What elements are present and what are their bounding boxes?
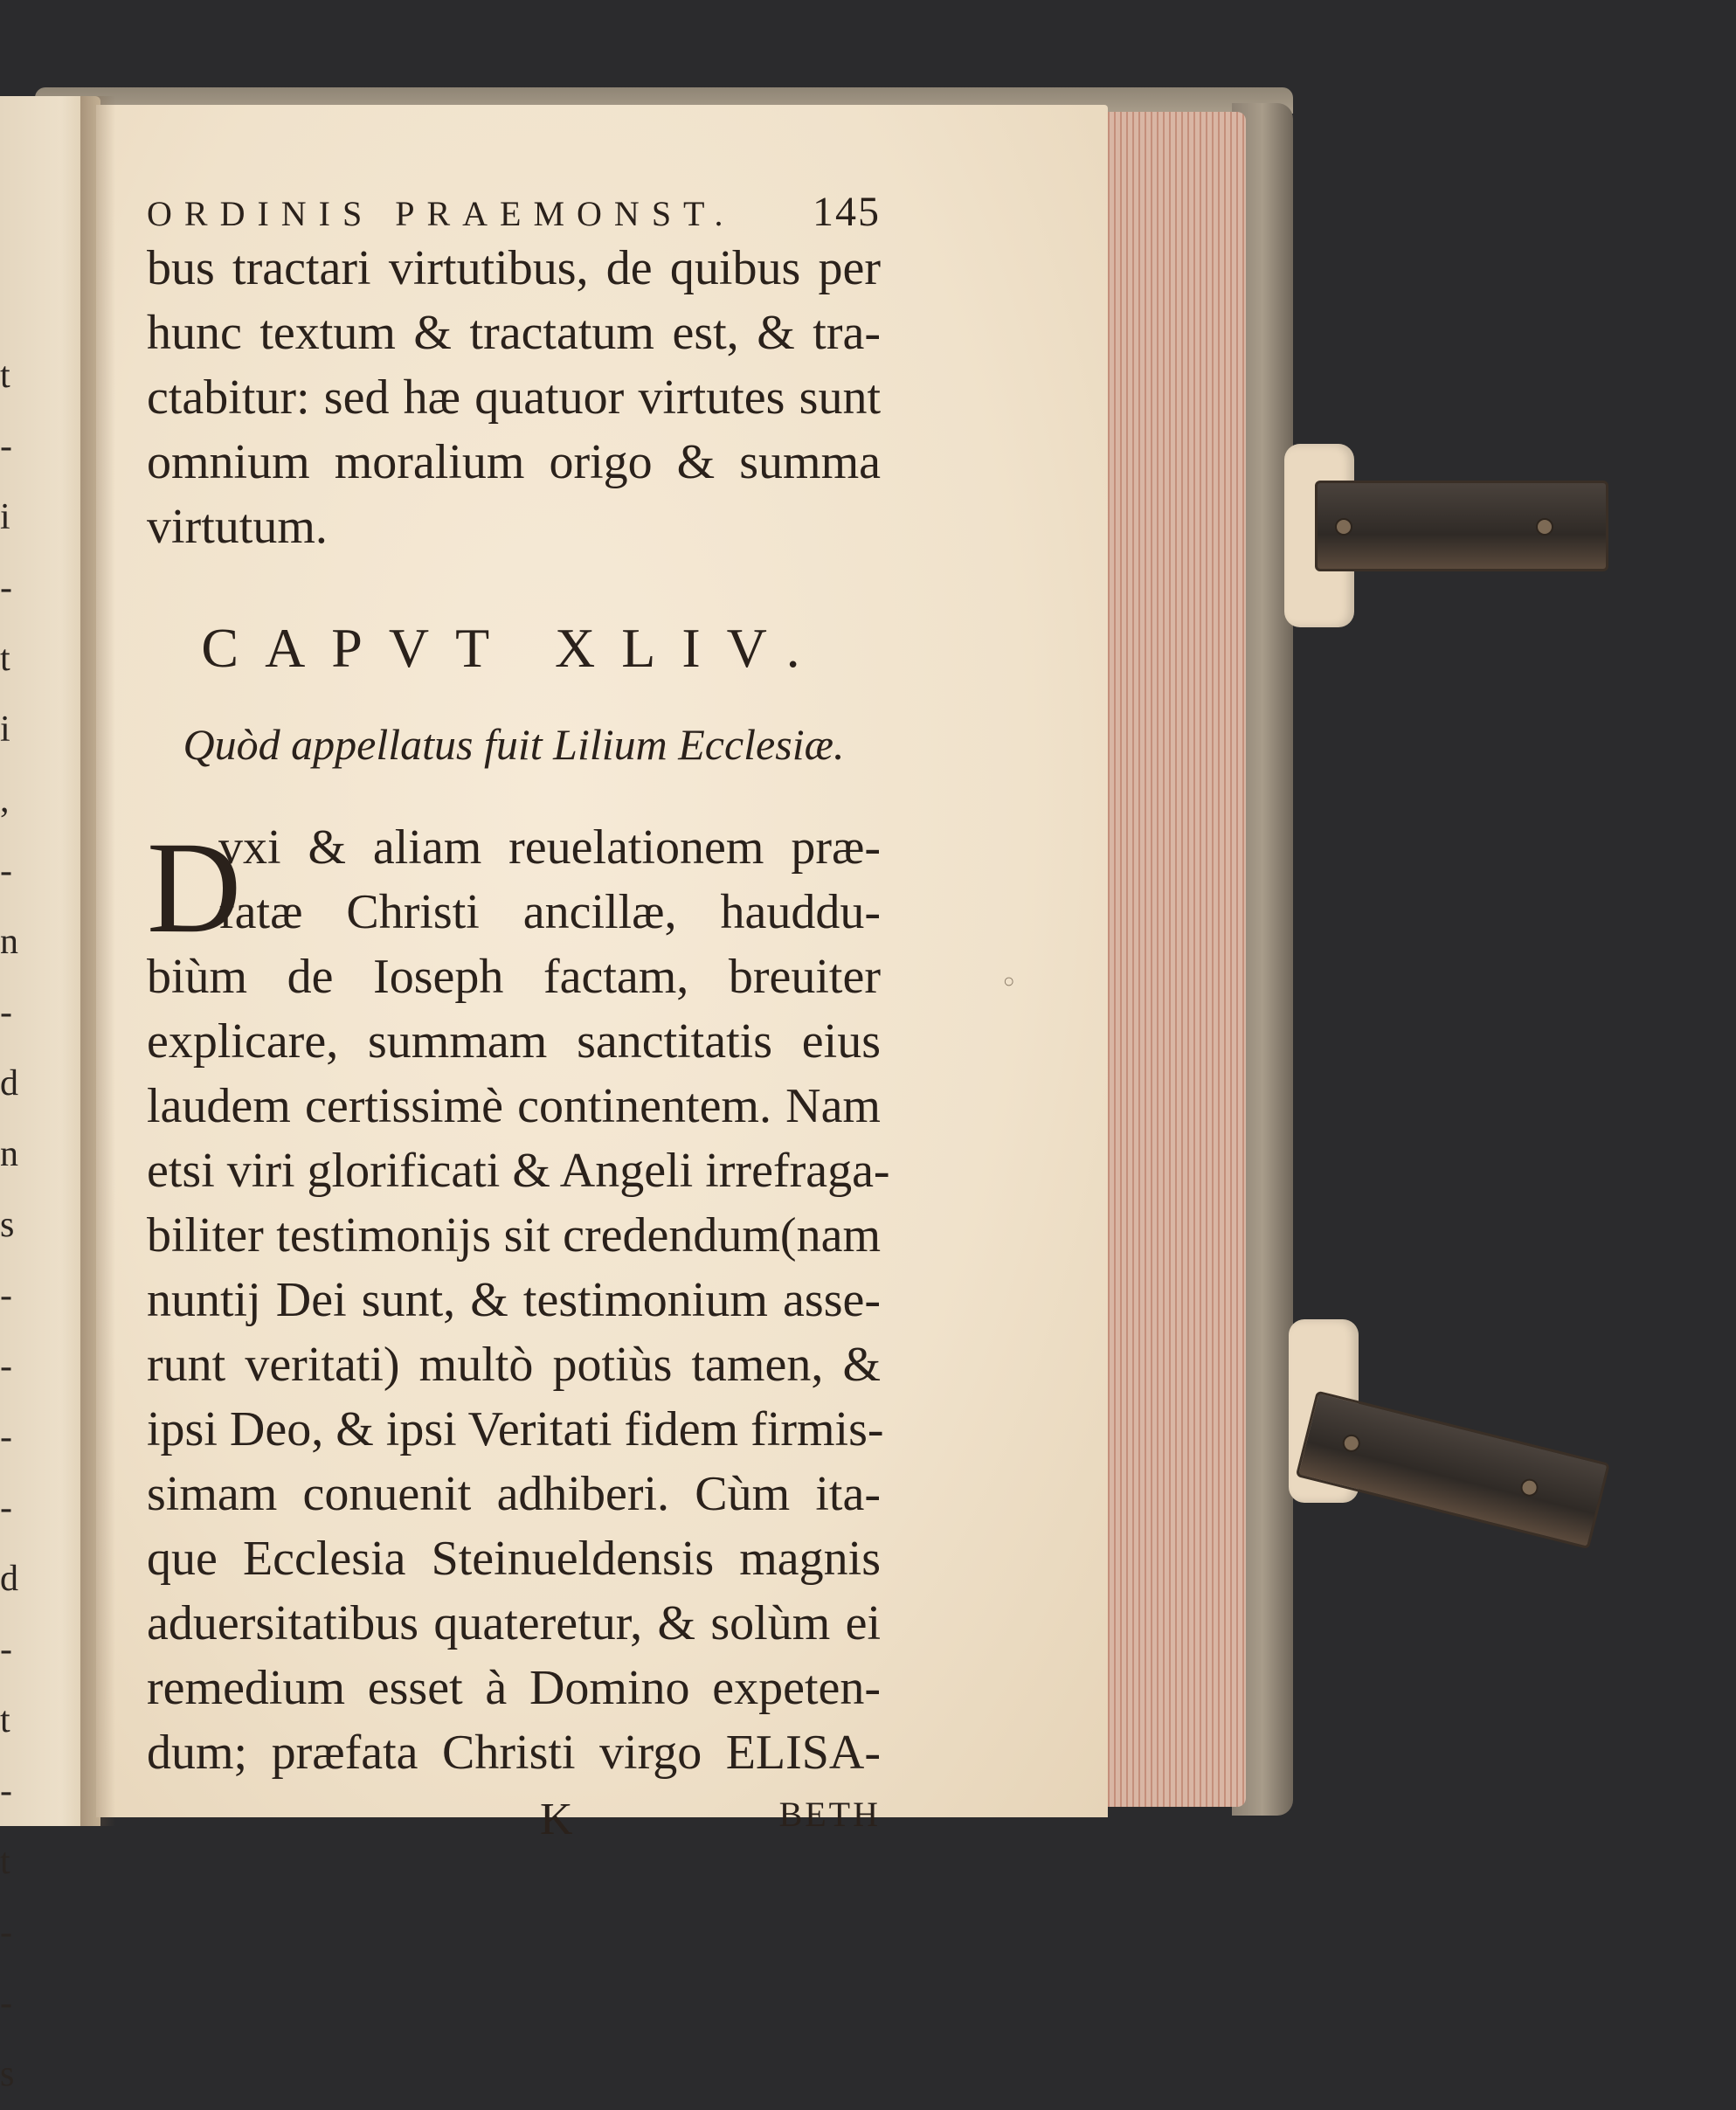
margin-fragment: n [0, 922, 18, 962]
text-line: nuntij Dei sunt, & testimonium asse- [147, 1273, 881, 1327]
text-line: hunc textum & tractatum est, & tra- [147, 306, 881, 360]
rivet [1536, 518, 1553, 536]
page-footer [147, 1794, 881, 1855]
drop-cap: D [147, 815, 242, 960]
page-number: 145 [813, 189, 881, 235]
running-head-title: ORDINIS PRAEMONST. [147, 194, 736, 233]
margin-fragment: t [0, 639, 10, 679]
margin-fragment: t [0, 356, 10, 396]
signature-mark: K [540, 1795, 573, 1844]
chapter-heading: CAPVT XLIV. [201, 617, 827, 679]
text-line: ctabitur: sed hæ quatuor virtutes sunt [147, 370, 881, 425]
margin-fragment: - [0, 1629, 12, 1670]
chapter-paragraph [147, 815, 890, 1785]
gutter-shadow [80, 96, 115, 1826]
text-line: vxi & aliam reuelationem præ- [218, 820, 881, 875]
margin-fragment: - [0, 1913, 12, 1953]
margin-fragment: i [0, 709, 10, 750]
margin-fragment: n [0, 1134, 18, 1174]
margin-fragment: i [0, 497, 10, 537]
opening-text [147, 236, 881, 559]
upper-clasp-strap [1315, 481, 1608, 571]
text-line: bus tractari virtutibus, de quibus per [147, 241, 881, 295]
rivet [1518, 1477, 1539, 1498]
margin-fragment: - [0, 1488, 12, 1528]
margin-fragment: - [0, 851, 12, 891]
text-line: biùm de Ioseph factam, breuiter [147, 950, 881, 1004]
margin-fragment: - [0, 1983, 12, 2024]
text-line: biliter testimonijs sit credendum(nam [147, 1208, 881, 1263]
margin-fragment: - [0, 1346, 12, 1387]
margin-fragment: - [0, 568, 12, 608]
margin-fragment: s [0, 1205, 15, 1245]
text-line: aduersitatibus quateretur, & solùm ei [147, 1596, 881, 1650]
margin-fragment: - [0, 993, 12, 1033]
text-line: virtutum. [147, 500, 328, 554]
text-line: runt veritati) multò potiùs tamen, & [147, 1338, 881, 1392]
rivet [1335, 518, 1352, 536]
rivet [1341, 1433, 1362, 1454]
ink-blot: ○ [1003, 970, 1015, 992]
paragraph-lines [147, 815, 890, 1785]
margin-fragment: d [0, 1559, 18, 1599]
margin-fragment: - [0, 1417, 12, 1457]
margin-fragment: - [0, 1276, 12, 1316]
margin-fragment: t [0, 1842, 10, 1882]
text-line: laudem certissimè continentem. Nam [147, 1079, 881, 1133]
margin-fragment: - [0, 1771, 12, 1811]
left-page-margin-text [0, 341, 24, 2110]
text-line: que Ecclesia Steinueldensis magnis [147, 1532, 881, 1586]
lower-clasp-strap [1296, 1391, 1610, 1550]
text-line: ipsi Deo, & ipsi Veritati fidem firmis- [147, 1402, 884, 1456]
running-head [147, 188, 881, 236]
text-line: etsi viri glorificati & Angeli irrefraga- [147, 1144, 890, 1198]
margin-fragment: d [0, 1063, 18, 1103]
text-line: fatæ Christi ancillæ, hauddu- [218, 885, 881, 939]
catchword: BETH [778, 1795, 881, 1834]
chapter-subtitle: Quòd appellatus fuit Lilium Ecclesiæ. [183, 720, 845, 769]
text-line: simam conuenit adhiberi. Cùm ita- [147, 1467, 881, 1521]
margin-fragment: , [0, 780, 10, 820]
text-line: dum; præfata Christi virgo ELISA- [147, 1726, 881, 1780]
margin-fragment: s [0, 2054, 15, 2094]
text-line: omnium moralium origo & summa [147, 435, 881, 489]
margin-fragment: - [0, 426, 12, 467]
text-line: explicare, summam sanctitatis eius [147, 1014, 881, 1069]
page-text-block [147, 188, 890, 1855]
page-edges-red [1097, 112, 1246, 1807]
text-line: remedium esset à Domino expeten- [147, 1661, 881, 1715]
margin-fragment: t [0, 1700, 10, 1740]
